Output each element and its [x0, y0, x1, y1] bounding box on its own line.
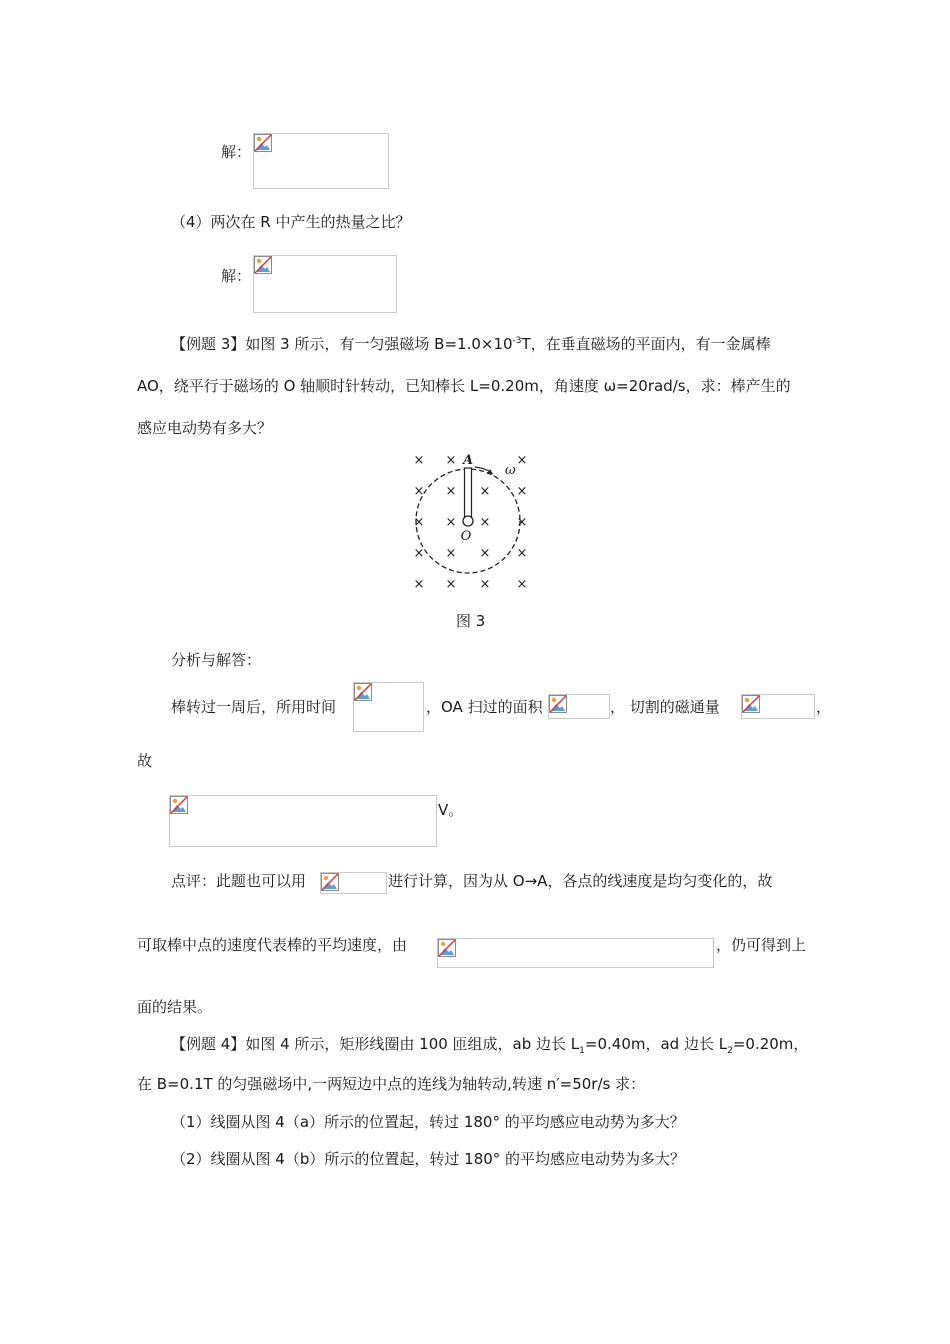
- broken-image-icon: [254, 256, 272, 274]
- cross-mark: ×: [516, 577, 528, 592]
- cross-mark: ×: [445, 515, 457, 530]
- cross-mark: ×: [413, 484, 425, 499]
- formula-image-emf: [169, 795, 437, 847]
- analysis-text-2: 故: [137, 752, 153, 770]
- cross-mark: ×: [516, 546, 528, 561]
- cross-mark: ×: [445, 453, 457, 468]
- solution-label-2: 解：: [221, 267, 252, 285]
- figure-3-diagram: [405, 448, 540, 596]
- example-4-question-2: （2）线圈从图 4（b）所示的位置起，转过 180° 的平均感应电动势为多大？: [171, 1150, 686, 1168]
- cross-mark: ×: [413, 453, 425, 468]
- formula-image-1: [253, 133, 389, 189]
- analysis-text-1d: ，: [816, 698, 832, 716]
- broken-image-icon: [321, 873, 339, 891]
- broken-image-icon: [170, 796, 188, 814]
- cross-mark: ×: [413, 577, 425, 592]
- broken-image-icon: [438, 939, 456, 957]
- comment-text-2a: 可取棒中点的速度代表棒的平均速度，由: [137, 936, 408, 954]
- analysis-unit: V。: [438, 801, 464, 819]
- cross-mark: ×: [413, 546, 425, 561]
- analysis-text-1a: 棒转过一周后，所用时间: [171, 698, 337, 716]
- example-3-line-3: 感应电动势有多大？: [137, 419, 273, 437]
- analysis-text-1c: ， 切割的磁通量: [610, 698, 720, 716]
- cross-mark: ×: [479, 577, 491, 592]
- example-4-line-1: 【例题 4】如图 4 所示，矩形线圈由 100 匝组成，ab 边长 $L_1=0.40m$，ad 边长 $L_2=0.20m$，: [171, 1035, 809, 1056]
- comment-text-1b: 进行计算，因为从 O→A，各点的线速度是均匀变化的，故: [388, 872, 773, 890]
- arrow-head-icon: [487, 469, 493, 474]
- cross-mark: ×: [479, 515, 491, 530]
- formula-image-2: [253, 255, 397, 313]
- cross-mark: ×: [445, 577, 457, 592]
- label-a: A: [462, 453, 474, 468]
- broken-image-icon: [354, 683, 372, 701]
- broken-image-icon: [742, 695, 760, 713]
- cross-mark: ×: [516, 484, 528, 499]
- broken-image-icon: [254, 134, 272, 152]
- cross-mark: ×: [445, 546, 457, 561]
- cross-mark: ×: [516, 515, 528, 530]
- example-4-line-2: 在 B=0.1T 的匀强磁场中,一两短边中点的连线为轴转动,转速 n′=50r/s 求：: [137, 1075, 646, 1093]
- formula-image-blv: [320, 872, 387, 894]
- comment-text-1a: 点评：此题也可以用: [171, 872, 307, 890]
- analysis-text-1b: ，OA 扫过的面积: [426, 698, 543, 716]
- formula-image-time: [353, 682, 424, 732]
- pivot-o: [463, 516, 473, 526]
- example-3-tag: 【例题 3】: [171, 335, 246, 353]
- cross-mark: ×: [413, 515, 425, 530]
- question-4: （4）两次在 R 中产生的热量之比？: [171, 213, 411, 231]
- cross-mark: ×: [445, 484, 457, 499]
- figure-3-caption: 图 3: [456, 612, 486, 630]
- label-omega: ω: [505, 463, 516, 478]
- analysis-heading: 分析与解答：: [171, 651, 262, 669]
- label-o: O: [460, 529, 472, 544]
- formula-image-area: [548, 694, 610, 719]
- example-4-tag: 【例题 4】: [171, 1035, 246, 1053]
- comment-text-3: 面的结果。: [137, 998, 213, 1016]
- formula-image-average: [437, 938, 714, 968]
- formula-image-flux: [741, 694, 815, 719]
- solution-label-1: 解：: [221, 143, 252, 161]
- cross-mark: ×: [479, 484, 491, 499]
- metal-rod: [465, 468, 472, 517]
- example-3-line-2: AO，绕平行于磁场的 O 轴顺时针转动，已知棒长 L=0.20m，角速度 ω=20rad/s，求：棒产生的: [137, 377, 791, 395]
- example-4-question-1: （1）线圈从图 4（a）所示的位置起，转过 180° 的平均感应电动势为多大？: [171, 1113, 685, 1131]
- cross-mark: ×: [516, 453, 528, 468]
- cross-mark: ×: [479, 546, 491, 561]
- comment-text-2b: ，仍可得到上: [716, 936, 807, 954]
- broken-image-icon: [549, 695, 567, 713]
- example-3-line-1: 【例题 3】如图 3 所示，有一匀强磁场 $B=1.0\times 10^{-3}T$，在垂直磁场的平面内，有一金属棒: [171, 335, 771, 353]
